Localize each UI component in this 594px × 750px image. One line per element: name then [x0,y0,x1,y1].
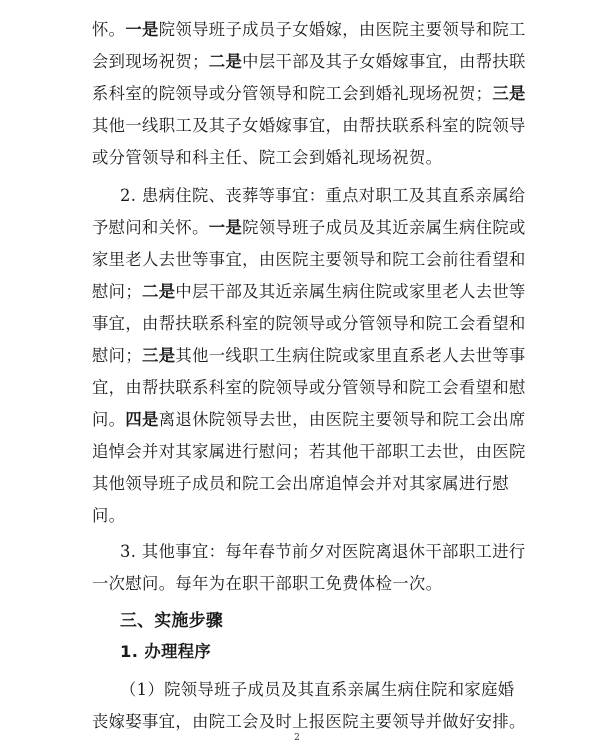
body-text: 丧嫁娶事宜，由院工会及时上报医院主要领导并做好安排。 [92,712,526,731]
body-text: 慰问； [92,282,143,301]
paragraph-line [92,245,594,275]
paragraph-line [92,15,594,45]
emphasis-text: 1. 办理程序 [120,642,212,661]
body-text: 问。 [92,410,126,429]
body-text: 追悼会并对其家属进行慰问；若其他干部职工去世，由医院 [92,442,526,461]
emphasis-text: 二是 [208,52,243,71]
body-text: 会到现场祝贺； [92,52,209,71]
body-text: 慰问； [92,346,143,365]
paragraph-line [92,405,594,435]
body-text: 其他领导班子成员和院工会出席追悼会并对其家属进行慰 [92,474,510,493]
body-text: （1）院领导班子成员及其直系亲属生病住院和家庭婚 [120,680,515,699]
paragraph-line [92,47,594,77]
paragraph-line [120,181,594,211]
emphasis-text: 二是 [142,282,176,301]
emphasis-text: 一是 [208,218,243,237]
body-text: 3. 其他事宜：每年春节前夕对医院离退休干部职工进行 [120,542,526,561]
paragraph-line [92,79,594,109]
body-text: 事宜，由帮扶联系科室的院领导或分管领导和院工会看望和 [92,314,526,333]
paragraph-line [92,309,594,339]
body-text: 系科室的院领导或分管领导和院工会到婚礼现场祝贺； [92,84,493,103]
emphasis-text: 三、实施步骤 [120,610,224,630]
paragraph-line [92,501,594,531]
body-text: 家里老人去世等事宜，由医院主要领导和院工会前往看望和 [92,250,526,269]
paragraph-line [92,469,594,499]
paragraph-line [92,341,594,371]
paragraph-line [92,277,594,307]
body-text: 宜，由帮扶联系科室的院领导或分管领导和院工会看望和慰 [92,378,526,397]
body-text: 其他一线职工及其子女婚嫁事宜，由帮扶联系科室的院领导 [92,116,526,135]
body-text: 2. 患病住院、丧葬等事宜：重点对职工及其直系亲属给 [120,186,526,205]
paragraph-line [92,143,594,173]
body-text: 其他一线职工生病住院或家里直系老人去世等事 [175,346,526,365]
body-text: 院领导班子成员及其近亲属生病住院或 [242,218,526,237]
body-text: 离退休院领导去世，由医院主要领导和院工会出席 [158,410,526,429]
body-text: 予慰问和关怀。 [92,218,209,237]
body-text: 问。 [92,506,126,525]
paragraph-line [92,213,594,243]
subsection-heading [120,637,594,667]
paragraph-line [120,675,594,705]
page-number: 2 [294,733,300,743]
body-text: 中层干部及其近亲属生病住院或家里老人去世等 [175,282,526,301]
paragraph-line [92,569,594,599]
emphasis-text: 三是 [142,346,176,365]
emphasis-text: 四是 [125,410,159,429]
paragraph-line [92,373,594,403]
body-text: 怀。 [92,20,126,39]
body-text: 一次慰问。每年为在职干部职工免费体检一次。 [92,574,443,593]
section-heading [120,605,594,635]
body-text: 或分管领导和科主任、院工会到婚礼现场祝贺。 [92,148,443,167]
body-text: 中层干部及其子女婚嫁事宜，由帮扶联 [242,52,526,71]
paragraph-line [92,437,594,467]
paragraph-line [92,111,594,141]
paragraph-line [120,537,594,567]
body-text: 院领导班子成员子女婚嫁，由医院主要领导和院工 [158,20,526,39]
emphasis-text: 一是 [125,20,159,39]
emphasis-text: 三是 [492,84,526,103]
